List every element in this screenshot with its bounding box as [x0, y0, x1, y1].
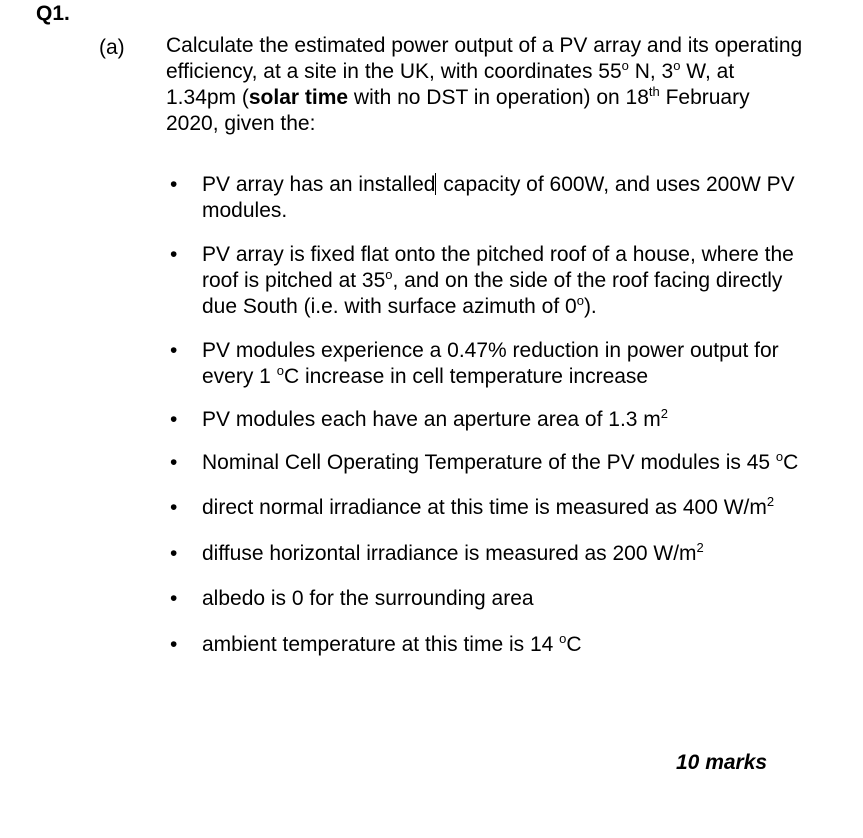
bullet-icon: • [170, 243, 178, 266]
squared-sup: 2 [696, 540, 704, 555]
question-intro [166, 33, 806, 137]
item-text: ambient temperature at this time is 14 [202, 633, 560, 656]
list-item [166, 407, 806, 433]
bullet-icon: • [170, 587, 178, 610]
degree-sup: o [559, 631, 567, 646]
marks-label: 10 marks [676, 751, 768, 774]
item-text: PV modules each have an aperture area of 1.3 m [202, 408, 661, 431]
item-text: , and on the side of the roof facing directly due South (i.e. with surface azimuth of 0 [202, 269, 783, 318]
ordinal-sup: th [648, 84, 660, 99]
intro-text-5: February 2020, given the: [166, 86, 750, 135]
item-text: PV modules experience a 0.47% reduction in power output for every 1 [202, 339, 779, 388]
intro-text-4: with no DST in operation) on 18 [348, 86, 649, 109]
solar-time-bold: solar time [248, 86, 349, 109]
degree-sup: o [576, 293, 584, 308]
bullet-icon: • [170, 633, 178, 656]
list-item [166, 541, 806, 567]
bullet-icon: • [170, 496, 178, 519]
degree-sup: o [276, 363, 284, 378]
intro-text-2: N, 3 [628, 60, 674, 83]
given-list [166, 172, 806, 658]
item-text: direct normal irradiance at this time is measured as 400 W/m [202, 496, 767, 519]
intro-text-3: W, at 1.34pm ( [166, 60, 735, 109]
bullet-icon: • [170, 173, 178, 196]
degree-sup: o [775, 449, 784, 464]
bullet-icon: • [170, 542, 178, 565]
item-text: diffuse horizontal irradiance is measured as 200 W/m [202, 542, 697, 565]
item-text: PV array is fixed flat onto the pitched roof of a house, where the roof is pitched at 35 [202, 243, 794, 292]
degree-sup: o [621, 58, 629, 73]
degree-sup: o [673, 58, 681, 73]
bullet-icon: • [170, 408, 178, 431]
item-text: Nominal Cell Operating Temperature of the PV modules is 45 [202, 451, 776, 474]
list-item [166, 632, 806, 658]
item-text: ). [583, 295, 597, 318]
list-item [166, 586, 806, 612]
item-text: PV array has an installed [202, 173, 436, 196]
bullet-icon: • [170, 451, 178, 474]
list-item [166, 338, 806, 390]
part-label: (a) [99, 36, 125, 59]
item-text: C [566, 633, 582, 656]
list-item [166, 495, 806, 521]
intro-text-1: Calculate the estimated power output of a PV array and its operating efficiency, at a site in the UK, with coordinates 55 [166, 34, 803, 83]
list-item [166, 172, 806, 224]
squared-sup: 2 [766, 494, 775, 509]
degree-sup: o [385, 267, 393, 282]
item-text: albedo is 0 for the surrounding area [202, 587, 534, 610]
squared-sup: 2 [660, 406, 669, 421]
bullet-icon: • [170, 339, 178, 362]
item-text: C [783, 451, 799, 474]
list-item [166, 242, 806, 320]
item-text: capacity of 600W, and uses 200W PV modules. [202, 173, 795, 222]
list-item [166, 450, 806, 476]
question-number: Q1. [36, 2, 70, 25]
item-text: C increase in cell temperature increase [283, 365, 649, 388]
